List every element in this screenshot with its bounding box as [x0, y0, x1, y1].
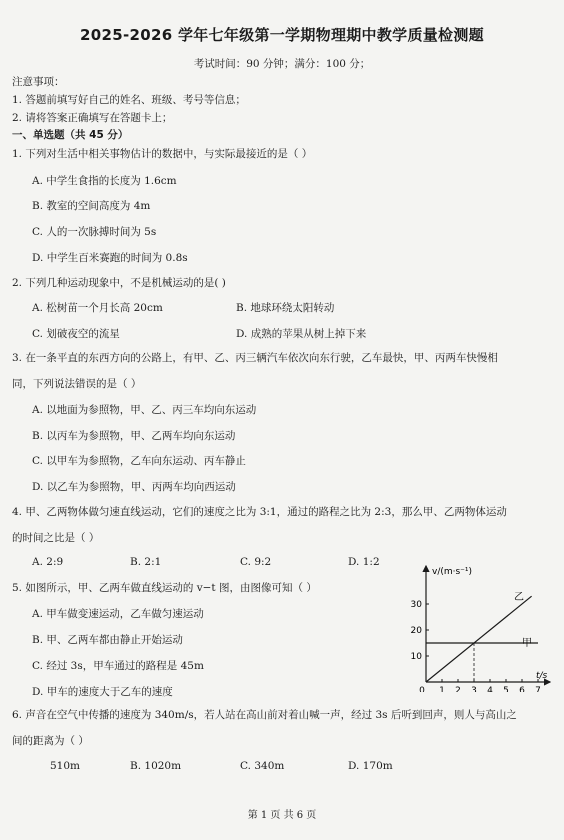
question-1-stem: 1. 下列对生活中相关事物估计的数据中，与实际最接近的是（ ） — [12, 148, 313, 160]
q4-option-b: B. 2:1 — [130, 556, 162, 568]
x-tick-label: 2 — [455, 686, 461, 692]
x-tick-label: 4 — [487, 686, 493, 692]
section-title: 一、单选题（共 45 分） — [12, 129, 129, 141]
q1-option-a: A. 中学生食指的长度为 1.6cm — [32, 175, 177, 187]
exam-subtitle: 考试时间：90 分钟；满分：100 分； — [193, 58, 371, 70]
q6-option-d: D. 170m — [348, 760, 393, 772]
x-axis-label: t/s — [536, 671, 548, 681]
y-axis-label: v/(m·s⁻¹) — [432, 567, 473, 577]
exam-title: 2025-2026 学年七年级第一学期物理期中教学质量检测题 — [80, 26, 484, 44]
q6-option-c: C. 340m — [240, 760, 285, 772]
q3-option-c: C. 以甲车为参照物，乙车向东运动、丙车静止 — [32, 455, 246, 467]
q1-option-b: B. 教室的空间高度为 4m — [32, 200, 151, 212]
page-footer: 第 1 页 共 6 页 — [247, 810, 317, 821]
y-tick-label: 20 — [410, 626, 422, 636]
velocity-time-graph — [398, 562, 558, 692]
x-tick-label: 6 — [519, 686, 525, 692]
q6-option-b: B. 1020m — [130, 760, 182, 772]
question-3-stem-line-2: 同，下列说法错误的是（ ） — [12, 378, 142, 390]
question-6-stem-line-2: 间的距离为（ ） — [12, 735, 89, 747]
question-3-stem-line-1: 3. 在一条平直的东西方向的公路上，有甲、乙、丙三辆汽车依次向东行驶，乙车最快，甲、丙两车快慢相 — [12, 352, 498, 364]
q5-option-b: B. 甲、乙两车都由静止开始运动 — [32, 634, 183, 646]
notes-heading: 注意事项： — [12, 76, 65, 88]
q1-option-d: D. 中学生百米赛跑的时间为 0.8s — [32, 252, 188, 264]
question-4-stem-line-2: 的时间之比是（ ） — [12, 532, 100, 544]
question-4-stem-line-1: 4. 甲、乙两物体做匀速直线运动，它们的速度之比为 3:1，通过的路程之比为 2:3，那么甲、乙两物体运动 — [12, 506, 507, 518]
x-tick-label: 0 — [419, 686, 425, 692]
x-tick-label: 7 — [535, 686, 541, 692]
q5-option-a: A. 甲车做变速运动，乙车做匀速运动 — [32, 608, 204, 620]
q1-option-c: C. 人的一次脉搏时间为 5s — [32, 226, 157, 238]
series-line-yi — [426, 596, 532, 682]
q3-option-a: A. 以地面为参照物，甲、乙、丙三车均向东运动 — [32, 404, 257, 416]
q6-option-a: 510m — [50, 760, 80, 772]
x-tick-label: 3 — [471, 686, 477, 692]
note-item-1: 1. 答题前填写好自己的姓名、班级、考号等信息； — [12, 94, 246, 106]
y-tick-label: 30 — [410, 600, 422, 610]
question-2-stem: 2. 下列几种运动现象中，不是机械运动的是( ) — [12, 277, 226, 289]
series-label-jia: 甲 — [522, 638, 532, 649]
x-tick-label: 1 — [439, 686, 445, 692]
note-item-2: 2. 请将答案正确填写在答题卡上； — [12, 112, 173, 124]
q5-option-d: D. 甲车的速度大于乙车的速度 — [32, 686, 173, 698]
q2-option-c: C. 划破夜空的流星 — [32, 328, 120, 340]
q4-option-d: D. 1:2 — [348, 556, 380, 568]
x-tick-label: 5 — [503, 686, 509, 692]
y-tick-label: 10 — [410, 652, 422, 662]
q3-option-d: D. 以乙车为参照物，甲、丙两车均向西运动 — [32, 481, 236, 493]
q4-option-c: C. 9:2 — [240, 556, 272, 568]
question-6-stem-line-1: 6. 声音在空气中传播的速度为 340m/s，若人站在高山前对着山喊一声，经过 3s 后听到回声，则人与高山之 — [12, 709, 517, 721]
q2-option-d: D. 成熟的苹果从树上掉下来 — [236, 328, 367, 340]
q2-option-b: B. 地球环绕太阳转动 — [236, 302, 335, 314]
series-label-yi: 乙 — [514, 592, 524, 603]
q3-option-b: B. 以丙车为参照物，甲、乙两车均向东运动 — [32, 430, 236, 442]
q4-option-a: A. 2:9 — [32, 556, 64, 568]
q5-option-c: C. 经过 3s，甲车通过的路程是 45m — [32, 660, 204, 672]
question-5-stem: 5. 如图所示，甲、乙两车做直线运动的 v−t 图，由图像可知（ ） — [12, 582, 317, 594]
q2-option-a: A. 松树苗一个月长高 20cm — [32, 302, 163, 314]
